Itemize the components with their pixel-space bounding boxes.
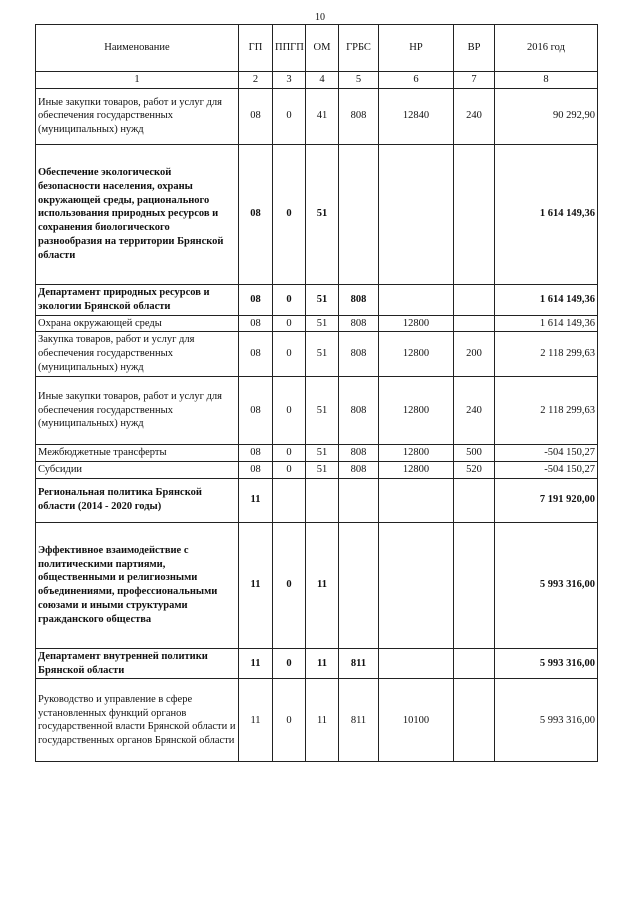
row-ppgp: 0 — [273, 88, 306, 144]
row-ppgp: 0 — [273, 679, 306, 762]
row-name: Охрана окружающей среды — [36, 315, 239, 332]
header-vr: ВР — [454, 25, 495, 72]
row-nr — [379, 284, 454, 315]
row-grbs: 808 — [339, 88, 379, 144]
row-nr: 10100 — [379, 679, 454, 762]
header-grbs: ГРБС — [339, 25, 379, 72]
row-om: 41 — [306, 88, 339, 144]
row-grbs — [339, 144, 379, 284]
row-name: Иные закупки товаров, работ и услуг для обеспечения государственных (муниципальных) нужд — [36, 88, 239, 144]
row-vr: 520 — [454, 461, 495, 478]
row-vr: 500 — [454, 445, 495, 462]
row-om: 51 — [306, 144, 339, 284]
column-number: 7 — [454, 72, 495, 89]
row-amount: 1 614 149,36 — [495, 315, 598, 332]
row-gp: 08 — [239, 377, 273, 445]
table-row — [36, 284, 598, 315]
table-row — [36, 445, 598, 462]
header-om: ОМ — [306, 25, 339, 72]
row-nr — [379, 478, 454, 522]
row-gp: 08 — [239, 88, 273, 144]
row-vr — [454, 144, 495, 284]
header-gp: ГП — [239, 25, 273, 72]
column-number: 6 — [379, 72, 454, 89]
budget-table — [35, 24, 598, 762]
column-number: 2 — [239, 72, 273, 89]
table-row — [36, 315, 598, 332]
row-grbs: 811 — [339, 679, 379, 762]
row-grbs: 811 — [339, 648, 379, 679]
row-gp: 08 — [239, 284, 273, 315]
row-nr: 12800 — [379, 377, 454, 445]
row-om: 51 — [306, 445, 339, 462]
table-row — [36, 88, 598, 144]
row-amount: 7 191 920,00 — [495, 478, 598, 522]
column-number-row — [36, 72, 598, 89]
table-row — [36, 522, 598, 648]
row-amount: 5 993 316,00 — [495, 679, 598, 762]
row-vr — [454, 478, 495, 522]
row-ppgp: 0 — [273, 315, 306, 332]
row-vr: 200 — [454, 332, 495, 377]
row-ppgp — [273, 478, 306, 522]
row-gp: 08 — [239, 332, 273, 377]
row-amount: 90 292,90 — [495, 88, 598, 144]
row-name: Руководство и управление в сфере установленных функций органов государственной власти Брянской области и государственных органов Брянской области — [36, 679, 239, 762]
row-gp: 11 — [239, 478, 273, 522]
row-gp: 08 — [239, 445, 273, 462]
row-grbs: 808 — [339, 315, 379, 332]
row-ppgp: 0 — [273, 144, 306, 284]
header-nr: НР — [379, 25, 454, 72]
table-row — [36, 461, 598, 478]
table-row — [36, 377, 598, 445]
row-om: 51 — [306, 461, 339, 478]
row-gp: 08 — [239, 144, 273, 284]
column-number: 5 — [339, 72, 379, 89]
column-number: 4 — [306, 72, 339, 89]
row-nr: 12800 — [379, 445, 454, 462]
row-om: 11 — [306, 522, 339, 648]
row-amount: 2 118 299,63 — [495, 377, 598, 445]
row-ppgp: 0 — [273, 445, 306, 462]
header-row — [36, 25, 598, 72]
row-grbs: 808 — [339, 284, 379, 315]
row-amount: 1 614 149,36 — [495, 144, 598, 284]
header-year: 2016 год — [495, 25, 598, 72]
row-nr — [379, 648, 454, 679]
row-om: 11 — [306, 679, 339, 762]
row-vr — [454, 648, 495, 679]
row-name: Департамент природных ресурсов и экологии Брянской области — [36, 284, 239, 315]
row-name: Региональная политика Брянской области (2014 - 2020 годы) — [36, 478, 239, 522]
row-name: Иные закупки товаров, работ и услуг для обеспечения государственных (муниципальных) нужд — [36, 377, 239, 445]
row-nr: 12800 — [379, 461, 454, 478]
row-vr — [454, 315, 495, 332]
row-vr — [454, 679, 495, 762]
row-grbs: 808 — [339, 377, 379, 445]
column-number: 3 — [273, 72, 306, 89]
page-number: 10 — [315, 12, 325, 23]
row-name: Закупка товаров, работ и услуг для обеспечения государственных (муниципальных) нужд — [36, 332, 239, 377]
row-name: Эффективное взаимодействие с политическими партиями, общественными и религиозными объединениями, профессиональными союзами и иными структурами гражданского общества — [36, 522, 239, 648]
row-om: 51 — [306, 315, 339, 332]
row-om — [306, 478, 339, 522]
header-ppgp: ППГП — [273, 25, 306, 72]
row-vr — [454, 522, 495, 648]
table-row — [36, 332, 598, 377]
row-name: Субсидии — [36, 461, 239, 478]
column-number: 1 — [36, 72, 239, 89]
row-grbs — [339, 478, 379, 522]
row-vr — [454, 284, 495, 315]
row-grbs: 808 — [339, 461, 379, 478]
row-nr: 12840 — [379, 88, 454, 144]
row-amount: -504 150,27 — [495, 445, 598, 462]
row-nr: 12800 — [379, 315, 454, 332]
row-vr: 240 — [454, 377, 495, 445]
table-body — [36, 88, 598, 762]
row-gp: 11 — [239, 522, 273, 648]
row-amount: 2 118 299,63 — [495, 332, 598, 377]
row-ppgp: 0 — [273, 284, 306, 315]
row-vr: 240 — [454, 88, 495, 144]
row-om: 11 — [306, 648, 339, 679]
row-ppgp: 0 — [273, 648, 306, 679]
row-name: Обеспечение экологической безопасности населения, охраны окружающей среды, рационального использования природных ресурсов и сохранения биологического разнообразия на территории Брянской области — [36, 144, 239, 284]
row-name: Межбюджетные трансферты — [36, 445, 239, 462]
table-row — [36, 648, 598, 679]
row-amount: -504 150,27 — [495, 461, 598, 478]
row-om: 51 — [306, 284, 339, 315]
row-ppgp: 0 — [273, 461, 306, 478]
row-gp: 08 — [239, 315, 273, 332]
row-ppgp: 0 — [273, 377, 306, 445]
row-name: Департамент внутренней политики Брянской области — [36, 648, 239, 679]
row-gp: 11 — [239, 679, 273, 762]
table-row — [36, 679, 598, 762]
header-name: Наименование — [36, 25, 239, 72]
row-ppgp: 0 — [273, 522, 306, 648]
row-om: 51 — [306, 332, 339, 377]
row-nr: 12800 — [379, 332, 454, 377]
row-gp: 08 — [239, 461, 273, 478]
row-amount: 5 993 316,00 — [495, 522, 598, 648]
row-nr — [379, 522, 454, 648]
row-grbs: 808 — [339, 332, 379, 377]
row-ppgp: 0 — [273, 332, 306, 377]
row-amount: 1 614 149,36 — [495, 284, 598, 315]
row-amount: 5 993 316,00 — [495, 648, 598, 679]
row-nr — [379, 144, 454, 284]
row-gp: 11 — [239, 648, 273, 679]
row-grbs — [339, 522, 379, 648]
table-row — [36, 478, 598, 522]
column-number: 8 — [495, 72, 598, 89]
row-grbs: 808 — [339, 445, 379, 462]
row-om: 51 — [306, 377, 339, 445]
table-row — [36, 144, 598, 284]
